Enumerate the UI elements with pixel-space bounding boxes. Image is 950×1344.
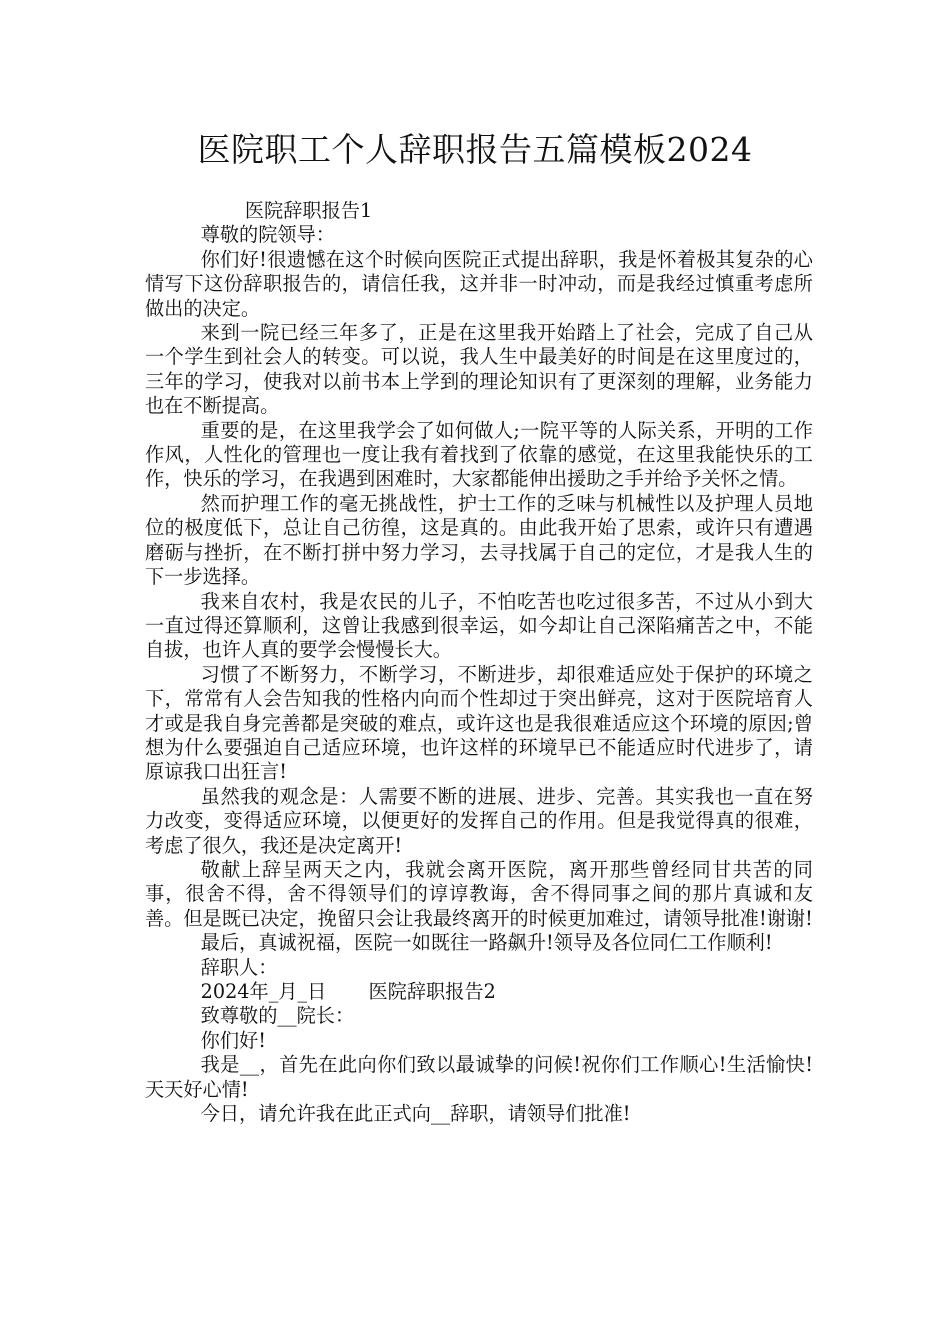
salutation: 致尊敬的__院长： [200, 1004, 355, 1028]
date-line [145, 980, 813, 1004]
document-body [145, 199, 813, 1126]
paragraph: 我是__，首先在此向你们致以最诚挚的问候!祝你们工作顺心!生活愉快!天天好心情! [145, 1053, 813, 1101]
greeting: 你们好! [200, 1028, 266, 1052]
paragraph: 你们好!很遗憾在这个时候向医院正式提出辞职，我是怀着极其复杂的心情写下这份辞职报告的，请信任我，这并非一时冲动，而是我经过慎重考虑所做出的决定。 [145, 247, 813, 320]
section-heading: 医院辞职报告2 [368, 980, 496, 1003]
paragraph: 我来自农村，我是农民的儿子，不怕吃苦也吃过很多苦，不过从小到大一直过得还算顺利，这曾让我感到很幸运，如今却让自己深陷痛苦之中，不能自拔，也许人真的要学会慢慢长大。 [145, 589, 813, 662]
paragraph: 最后，真诚祝福，医院一如既往一路飙升!领导及各位同仁工作顺利! [200, 931, 773, 955]
paragraph: 然而护理工作的毫无挑战性，护士工作的乏味与机械性以及护理人员地位的极度低下，总让自己彷徨，这是真的。由此我开始了思索，或许只有遭遇磨砺与挫折，在不断打拼中努力学习，去寻找属于自己的定位，才是我人生的下一步选择。 [145, 491, 813, 589]
paragraph: 今日，请允许我在此正式向__辞职，请领导们批准! [200, 1102, 631, 1126]
section-heading: 医院辞职报告1 [244, 199, 373, 222]
paragraph: 虽然我的观念是：人需要不断的进展、进步、完善。其实我也一直在努力改变，变得适应环境，以便更好的发挥自己的作用。但是我觉得真的很难，考虑了很久，我还是决定离开! [145, 784, 813, 857]
document-title: 医院职工个人辞职报告五篇模板2024 [197, 130, 753, 169]
paragraph: 习惯了不断努力，不断学习，不断进步，却很难适应处于保护的环境之下，常常有人会告知我的性格内向而个性却过于突出鲜亮，这对于医院培育人才或是我自身完善都是突破的难点，或许这也是我很难适应这个环境的原因;曾想为什么要强迫自己适应环境，也许这样的环境早已不能适应时代进步了，请原谅我口出狂言! [145, 662, 813, 784]
date-text: 2024年_月_日 [200, 980, 327, 1003]
paragraph: 来到一院已经三年多了，正是在这里我开始踏上了社会，完成了自己从一个学生到社会人的转变。可以说，我人生中最美好的时间是在这里度过的，三年的学习，使我对以前书本上学到的理论知识有了更深刻的理解，业务能力也在不断提高。 [145, 321, 813, 418]
salutation: 尊敬的院领导： [200, 223, 335, 247]
paragraph: 重要的是，在这里我学会了如何做人;一院平等的人际关系，开明的工作作风，人性化的管理也一度让我有着找到了依靠的感觉，在这里我能快乐的工作，快乐的学习，在我遇到困难时，大家都能伸出援助之手并给予关怀之情。 [145, 418, 813, 491]
paragraph: 敬献上辞呈两天之内，我就会离开医院，离开那些曾经同甘共苦的同事，很舍不得，舍不得领导们的谆谆教诲，舍不得同事之间的那片真诚和友善。但是既已决定，挽留只会让我最终离开的时候更加难过，请领导批准!谢谢! [145, 857, 813, 930]
signature-label: 辞职人： [200, 955, 278, 979]
